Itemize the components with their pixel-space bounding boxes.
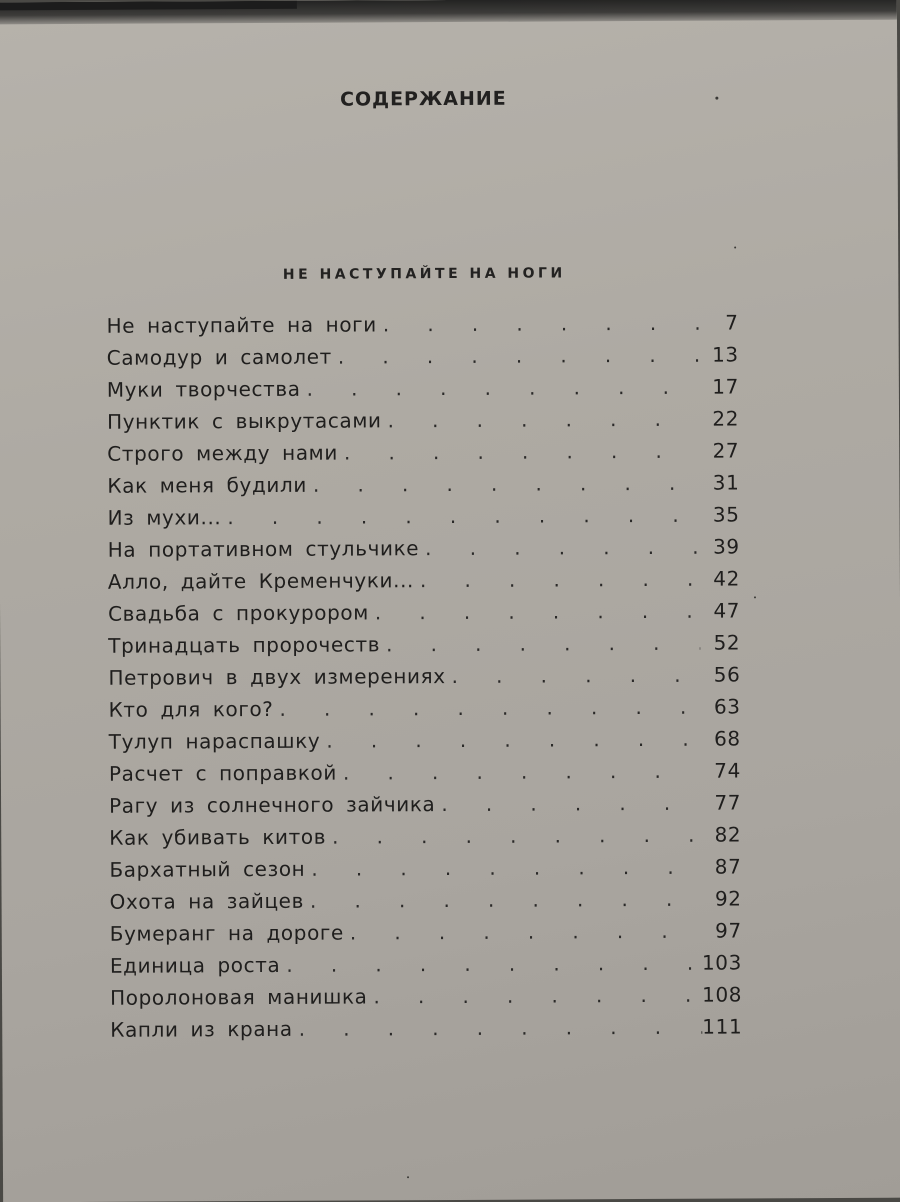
toc-entry-title: Бархатный сезон	[109, 856, 306, 882]
dot-leader	[381, 403, 699, 437]
toc-entry-page-number: 22	[712, 406, 740, 431]
toc-entry	[110, 914, 742, 949]
dot-leader	[380, 627, 700, 661]
toc-entry-page-number: 74	[714, 758, 741, 783]
toc-entry-page-number: 63	[713, 694, 741, 719]
toc-entry-page-number: 92	[714, 886, 742, 911]
dot-leader	[326, 819, 701, 853]
toc-entry-page-number: 87	[714, 854, 742, 879]
dot-leader	[273, 691, 700, 725]
dot-leader	[293, 1011, 703, 1045]
toc-entry	[107, 434, 739, 469]
toc-entry-page-number: 108	[702, 982, 743, 1007]
dot-leader	[304, 883, 702, 917]
dot-leader	[221, 499, 699, 534]
toc-entry-title: Из мухи...	[107, 505, 222, 530]
toc-entry	[107, 338, 739, 373]
toc-entry-page-number: 97	[715, 918, 742, 943]
dot-leader	[414, 563, 700, 596]
toc-entry	[108, 690, 740, 725]
dot-leader	[377, 307, 699, 341]
toc-entry-title: Тринадцать пророчеств	[108, 632, 381, 658]
paper-speck	[407, 1176, 409, 1178]
toc-entry-title: Капли из крана	[110, 1016, 293, 1042]
toc-entry-page-number: 39	[713, 534, 740, 559]
toc-entry-page-number: 47	[713, 598, 741, 623]
section-heading: НЕ НАСТУПАЙТЕ НА НОГИ	[282, 265, 566, 283]
toc-entry-title: Алло, дайте Кременчуки...	[107, 568, 415, 594]
toc-entry	[107, 498, 739, 533]
toc-entry-page-number: 77	[714, 790, 742, 815]
toc-entry	[108, 594, 740, 629]
toc-entry-title: Поролоновая манишка	[110, 984, 368, 1010]
toc-entry-page-number: 56	[713, 662, 741, 687]
toc-entry-title: Рагу из солнечного зайчика	[109, 792, 436, 818]
toc-entry-title: Не наступайте на ноги	[106, 312, 377, 338]
toc-entry-page-number: 31	[712, 470, 740, 495]
dot-leader	[435, 787, 701, 820]
toc-entry-page-number: 13	[711, 342, 739, 367]
toc-entry-title: Свадьба с прокурором	[108, 600, 369, 626]
toc-entry-title: Охота на зайцев	[109, 888, 305, 914]
toc-entry	[108, 530, 740, 565]
toc-entry	[107, 370, 739, 405]
toc-entry	[109, 850, 741, 885]
toc-entry-page-number: 82	[714, 822, 742, 847]
table-of-contents	[106, 306, 742, 1045]
toc-entry	[109, 722, 741, 757]
toc-entry	[107, 402, 739, 437]
toc-entry	[110, 978, 742, 1013]
toc-entry-title: Единица роста	[109, 952, 281, 978]
toc-entry-title: Тулуп нараспашку	[108, 728, 321, 754]
toc-entry-title: Расчет с поправкой	[108, 760, 338, 786]
toc-entry	[109, 818, 741, 853]
toc-entry-page-number: 68	[714, 726, 741, 751]
toc-entry-title: Кто для кого?	[108, 696, 274, 722]
toc-entry-page-number: 52	[713, 630, 741, 655]
toc-entry-title: Петрович в двух измерениях	[108, 664, 446, 690]
dot-leader	[338, 435, 699, 469]
toc-entry-page-number: 111	[702, 1014, 743, 1039]
dot-leader	[301, 371, 699, 405]
toc-entry	[107, 466, 739, 501]
toc-entry-page-number: 17	[712, 374, 739, 399]
toc-entry-page-number: 42	[713, 566, 740, 591]
toc-entry	[110, 1010, 742, 1045]
toc-entry	[106, 306, 738, 341]
dot-leader	[280, 947, 702, 981]
toc-entry-title: На портативном стульчике	[107, 536, 420, 562]
toc-entry	[109, 882, 741, 917]
paper-speck	[754, 596, 756, 598]
page-title: СОДЕРЖАНИЕ	[339, 87, 507, 111]
toc-entry-title: Как меня будили	[107, 472, 307, 498]
toc-entry-title: Муки творчества	[106, 376, 301, 402]
dot-leader	[369, 595, 700, 629]
dot-leader	[337, 755, 701, 789]
toc-entry	[108, 626, 740, 661]
toc-entry-title: Строго между нами	[107, 440, 338, 466]
dark-edge	[0, 1, 297, 11]
dot-leader	[367, 979, 702, 1013]
toc-entry-page-number: 35	[712, 502, 740, 527]
dot-leader	[305, 851, 701, 885]
toc-entry	[108, 562, 740, 597]
toc-entry	[109, 754, 741, 789]
toc-entry-title: Как убивать китов	[109, 824, 327, 850]
dot-leader	[419, 531, 700, 564]
toc-entry-page-number: 7	[725, 310, 739, 335]
toc-entry	[110, 946, 742, 981]
dot-leader	[344, 915, 702, 949]
toc-entry-title: Самодур и самолет	[106, 344, 332, 370]
toc-entry	[108, 658, 740, 693]
dot-leader	[320, 723, 701, 757]
page-top-shadow	[0, 0, 897, 24]
toc-entry	[109, 786, 741, 821]
dot-leader	[332, 339, 699, 373]
dot-leader	[307, 467, 700, 501]
toc-entry-title: Пунктик с выкрутасами	[106, 408, 382, 434]
dot-leader	[446, 659, 701, 692]
paper-speck	[734, 246, 736, 248]
toc-entry-page-number: 27	[712, 438, 740, 463]
toc-entry-page-number: 103	[701, 950, 742, 975]
toc-entry-title: Бумеранг на дороге	[109, 920, 344, 946]
